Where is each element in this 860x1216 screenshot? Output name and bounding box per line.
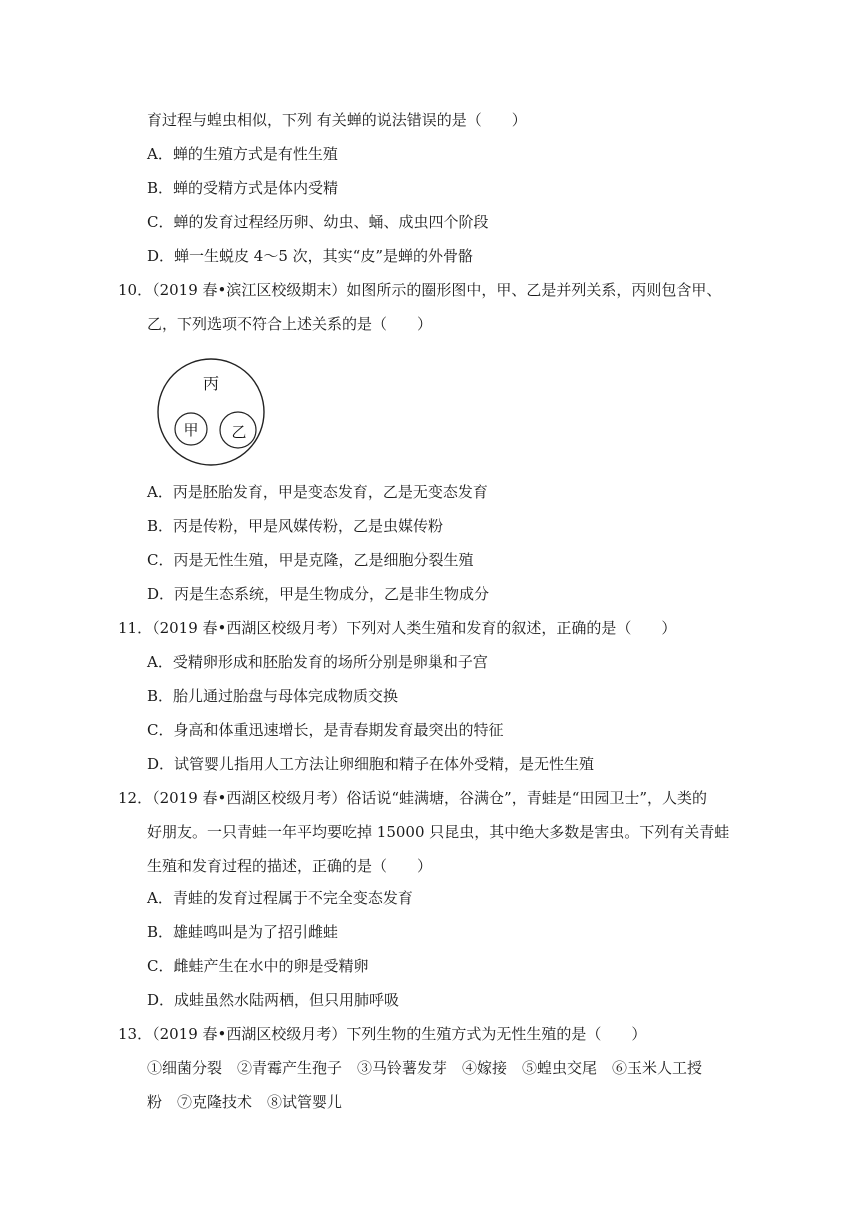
q10-option-d: D．丙是生态系统，甲是生物成分，乙是非生物成分 xyxy=(147,585,490,603)
q12-option-a: A．青蛙的发育过程属于不完全变态发育 xyxy=(147,889,413,907)
q11-option-d: D．试管婴儿指用人工方法让卵细胞和精子在体外受精，是无性生殖 xyxy=(147,755,595,773)
outer-label: 丙 xyxy=(202,374,220,393)
q12-option-b: B．雄蛙鸣叫是为了招引雌蛙 xyxy=(147,923,339,941)
q9-option-a: A．蝉的生殖方式是有性生殖 xyxy=(147,145,338,163)
left-label: 甲 xyxy=(183,421,199,439)
right-label: 乙 xyxy=(231,423,247,441)
q10-stem-line2: 乙，下列选项不符合上述关系的是（ ） xyxy=(147,315,433,333)
q11-option-a: A．受精卵形成和胚胎发育的场所分别是卵巢和子宫 xyxy=(147,653,488,671)
q9-stem-tail: 育过程与蝗虫相似，下列 有关蝉的说法错误的是（ ） xyxy=(147,111,527,129)
q12-stem-line1: 12．（2019 春•西湖区校级月考）俗话说“蛙满塘，谷满仓”，青蛙是“田园卫士”，人类的 xyxy=(118,789,708,807)
q12-option-c: C．雌蛙产生在水中的卵是受精卵 xyxy=(147,957,369,975)
q10-option-b: B．丙是传粉，甲是风媒传粉，乙是虫媒传粉 xyxy=(147,517,444,535)
q12-option-d: D．成蛙虽然水陆两栖，但只用肺呼吸 xyxy=(147,991,400,1009)
q13-items-line1: ①细菌分裂 ②青霉产生孢子 ③马铃薯发芽 ④嫁接 ⑤蝗虫交尾 ⑥玉米人工授 xyxy=(147,1059,703,1077)
q12-stem-line2: 好朋友。一只青蛙一年平均要吃掉 15000 只昆虫，其中绝大多数是害虫。下列有关青蛙 xyxy=(147,823,730,841)
q13-items-line2: 粉 ⑦克隆技术 ⑧试管婴儿 xyxy=(147,1093,343,1111)
venn-diagram xyxy=(150,358,272,466)
q11-option-b: B．胎儿通过胎盘与母体完成物质交换 xyxy=(147,687,399,705)
q11-option-c: C．身高和体重迅速增长，是青春期发育最突出的特征 xyxy=(147,721,504,739)
q9-option-d: D．蝉一生蜕皮 4～5 次，其实“皮”是蝉的外骨骼 xyxy=(147,247,473,265)
q10-option-a: A．丙是胚胎发育，甲是变态发育，乙是无变态发育 xyxy=(147,483,488,501)
q11-stem: 11．（2019 春•西湖区校级月考）下列对人类生殖和发育的叙述，正确的是（ ） xyxy=(118,619,677,637)
q12-stem-line3: 生殖和发育过程的描述，正确的是（ ） xyxy=(147,857,433,875)
q10-stem-line1: 10．（2019 春•滨江区校级期末）如图所示的圈形图中，甲、乙是并列关系，丙则包含甲、 xyxy=(118,281,722,299)
q10-option-c: C．丙是无性生殖，甲是克隆，乙是细胞分裂生殖 xyxy=(147,551,474,569)
q9-option-b: B．蝉的受精方式是体内受精 xyxy=(147,179,339,197)
q9-option-c: C．蝉的发育过程经历卵、幼虫、蛹、成虫四个阶段 xyxy=(147,213,489,231)
q13-stem: 13．（2019 春•西湖区校级月考）下列生物的生殖方式为无性生殖的是（ ） xyxy=(118,1025,647,1043)
